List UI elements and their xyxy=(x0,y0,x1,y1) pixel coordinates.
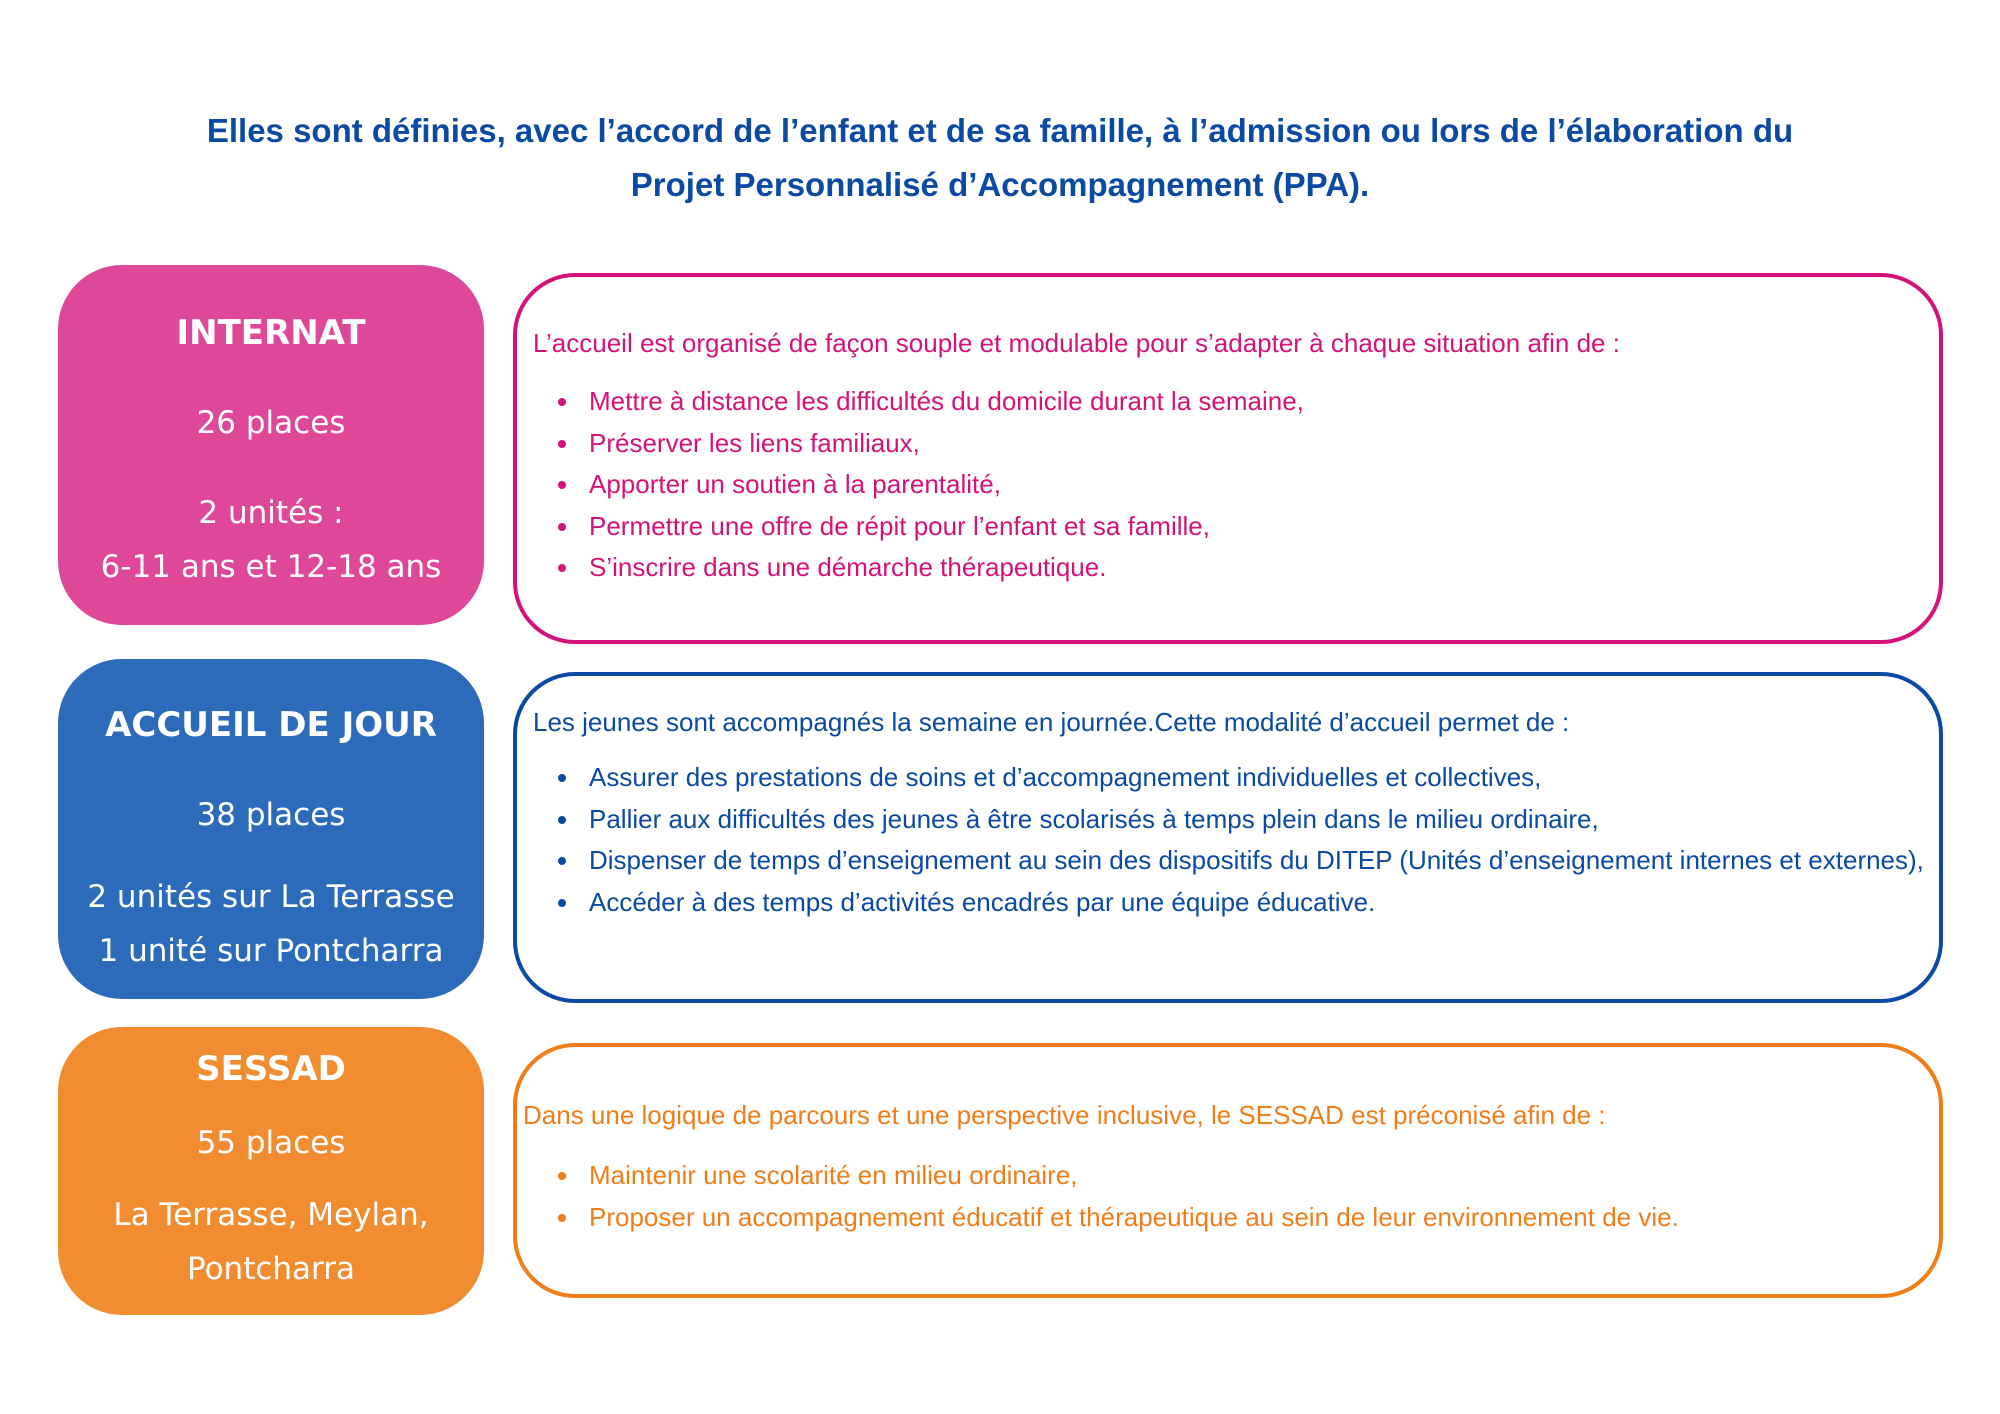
sessad-label-box xyxy=(58,1027,484,1315)
bullet-dot xyxy=(558,440,566,448)
internat-detail-box xyxy=(513,273,1943,644)
bullet-text: Mettre à distance les difficultés du domicile durant la semaine, xyxy=(589,386,1304,416)
internat-units-line-1: 2 unités : xyxy=(198,495,344,531)
internat-label-box xyxy=(58,265,484,625)
sessad-places: 55 places xyxy=(196,1125,346,1161)
list-item xyxy=(549,799,1933,841)
sessad-units-line-2: Pontcharra xyxy=(187,1251,355,1287)
bullet-text: Pallier aux difficultés des jeunes à être scolarisés à temps plein dans le milieu ordinaire, xyxy=(589,803,1599,834)
bullet-dot xyxy=(558,899,566,907)
list-item xyxy=(549,840,1933,882)
bullet-dot xyxy=(558,1172,566,1180)
bullet-text: Permettre une offre de répit pour l’enfant et sa famille, xyxy=(589,510,1210,541)
bullet-dot xyxy=(558,398,566,406)
accueil-bullet-list xyxy=(549,757,1933,923)
bullet-text: S’inscrire dans une démarche thérapeutique. xyxy=(589,552,1107,582)
accueil-title: ACCUEIL DE JOUR xyxy=(105,705,437,745)
sessad-title: SESSAD xyxy=(196,1049,346,1089)
list-item xyxy=(549,1197,1933,1239)
bullet-dot xyxy=(558,523,566,531)
bullet-dot xyxy=(558,774,566,782)
internat-intro-text: L’accueil est organisé de façon souple et modulable pour s’adapter à chaque situation afin de : xyxy=(533,328,1620,358)
list-item xyxy=(549,506,1933,548)
accueil-label-box xyxy=(58,659,484,999)
list-item xyxy=(549,464,1933,506)
sessad-units-line-1: La Terrasse, Meylan, xyxy=(113,1197,429,1233)
bullet-text: Maintenir une scolarité en milieu ordinaire, xyxy=(589,1160,1078,1190)
bullet-text: Accéder à des temps d’activités encadrés par une équipe éducative. xyxy=(589,886,1376,917)
sessad-intro-text: Dans une logique de parcours et une perspective inclusive, le SESSAD est préconisé afin de : xyxy=(523,1100,1606,1130)
sessad-bullet-list xyxy=(549,1155,1933,1238)
internat-places: 26 places xyxy=(196,405,346,441)
list-item xyxy=(549,757,1933,799)
accueil-intro-text: Les jeunes sont accompagnés la semaine en journée.Cette modalité d’accueil permet de : xyxy=(533,707,1570,737)
accueil-units-line-2: 1 unité sur Pontcharra xyxy=(98,933,444,969)
list-item xyxy=(549,882,1933,924)
accueil-units-line-1: 2 unités sur La Terrasse xyxy=(87,879,455,915)
intro-heading xyxy=(60,104,1940,212)
bullet-text: Apporter un soutien à la parentalité, xyxy=(589,469,1001,499)
list-item xyxy=(549,1155,1933,1197)
accueil-detail-box xyxy=(513,672,1943,1003)
internat-units-line-2: 6-11 ans et 12-18 ans xyxy=(100,549,442,585)
bullet-dot xyxy=(558,564,566,572)
bullet-text: Proposer un accompagnement éducatif et thérapeutique au sein de leur environnement de vie. xyxy=(589,1201,1679,1232)
list-item xyxy=(549,423,1933,465)
bullet-dot xyxy=(558,1214,566,1222)
bullet-text: Dispenser de temps d’enseignement au sein des dispositifs du DITEP (Unités d’enseignement internes et externes), xyxy=(589,845,1924,875)
intro-line-1: Elles sont définies, avec l’accord de l’enfant et de sa famille, à l’admission ou lors de l’élaboration du xyxy=(206,112,1794,149)
intro-line-2: Projet Personnalisé d’Accompagnement (PPA). xyxy=(630,166,1370,203)
bullet-dot xyxy=(558,857,566,865)
bullet-text: Préserver les liens familiaux, xyxy=(589,427,920,458)
list-item xyxy=(549,547,1933,589)
internat-title: INTERNAT xyxy=(176,313,366,353)
bullet-text: Assurer des prestations de soins et d’accompagnement individuelles et collectives, xyxy=(589,762,1542,792)
sessad-detail-box xyxy=(513,1043,1943,1298)
internat-bullet-list xyxy=(549,381,1933,589)
bullet-dot xyxy=(558,816,566,824)
list-item xyxy=(549,381,1933,423)
bullet-dot xyxy=(558,481,566,489)
accueil-places: 38 places xyxy=(196,797,346,833)
